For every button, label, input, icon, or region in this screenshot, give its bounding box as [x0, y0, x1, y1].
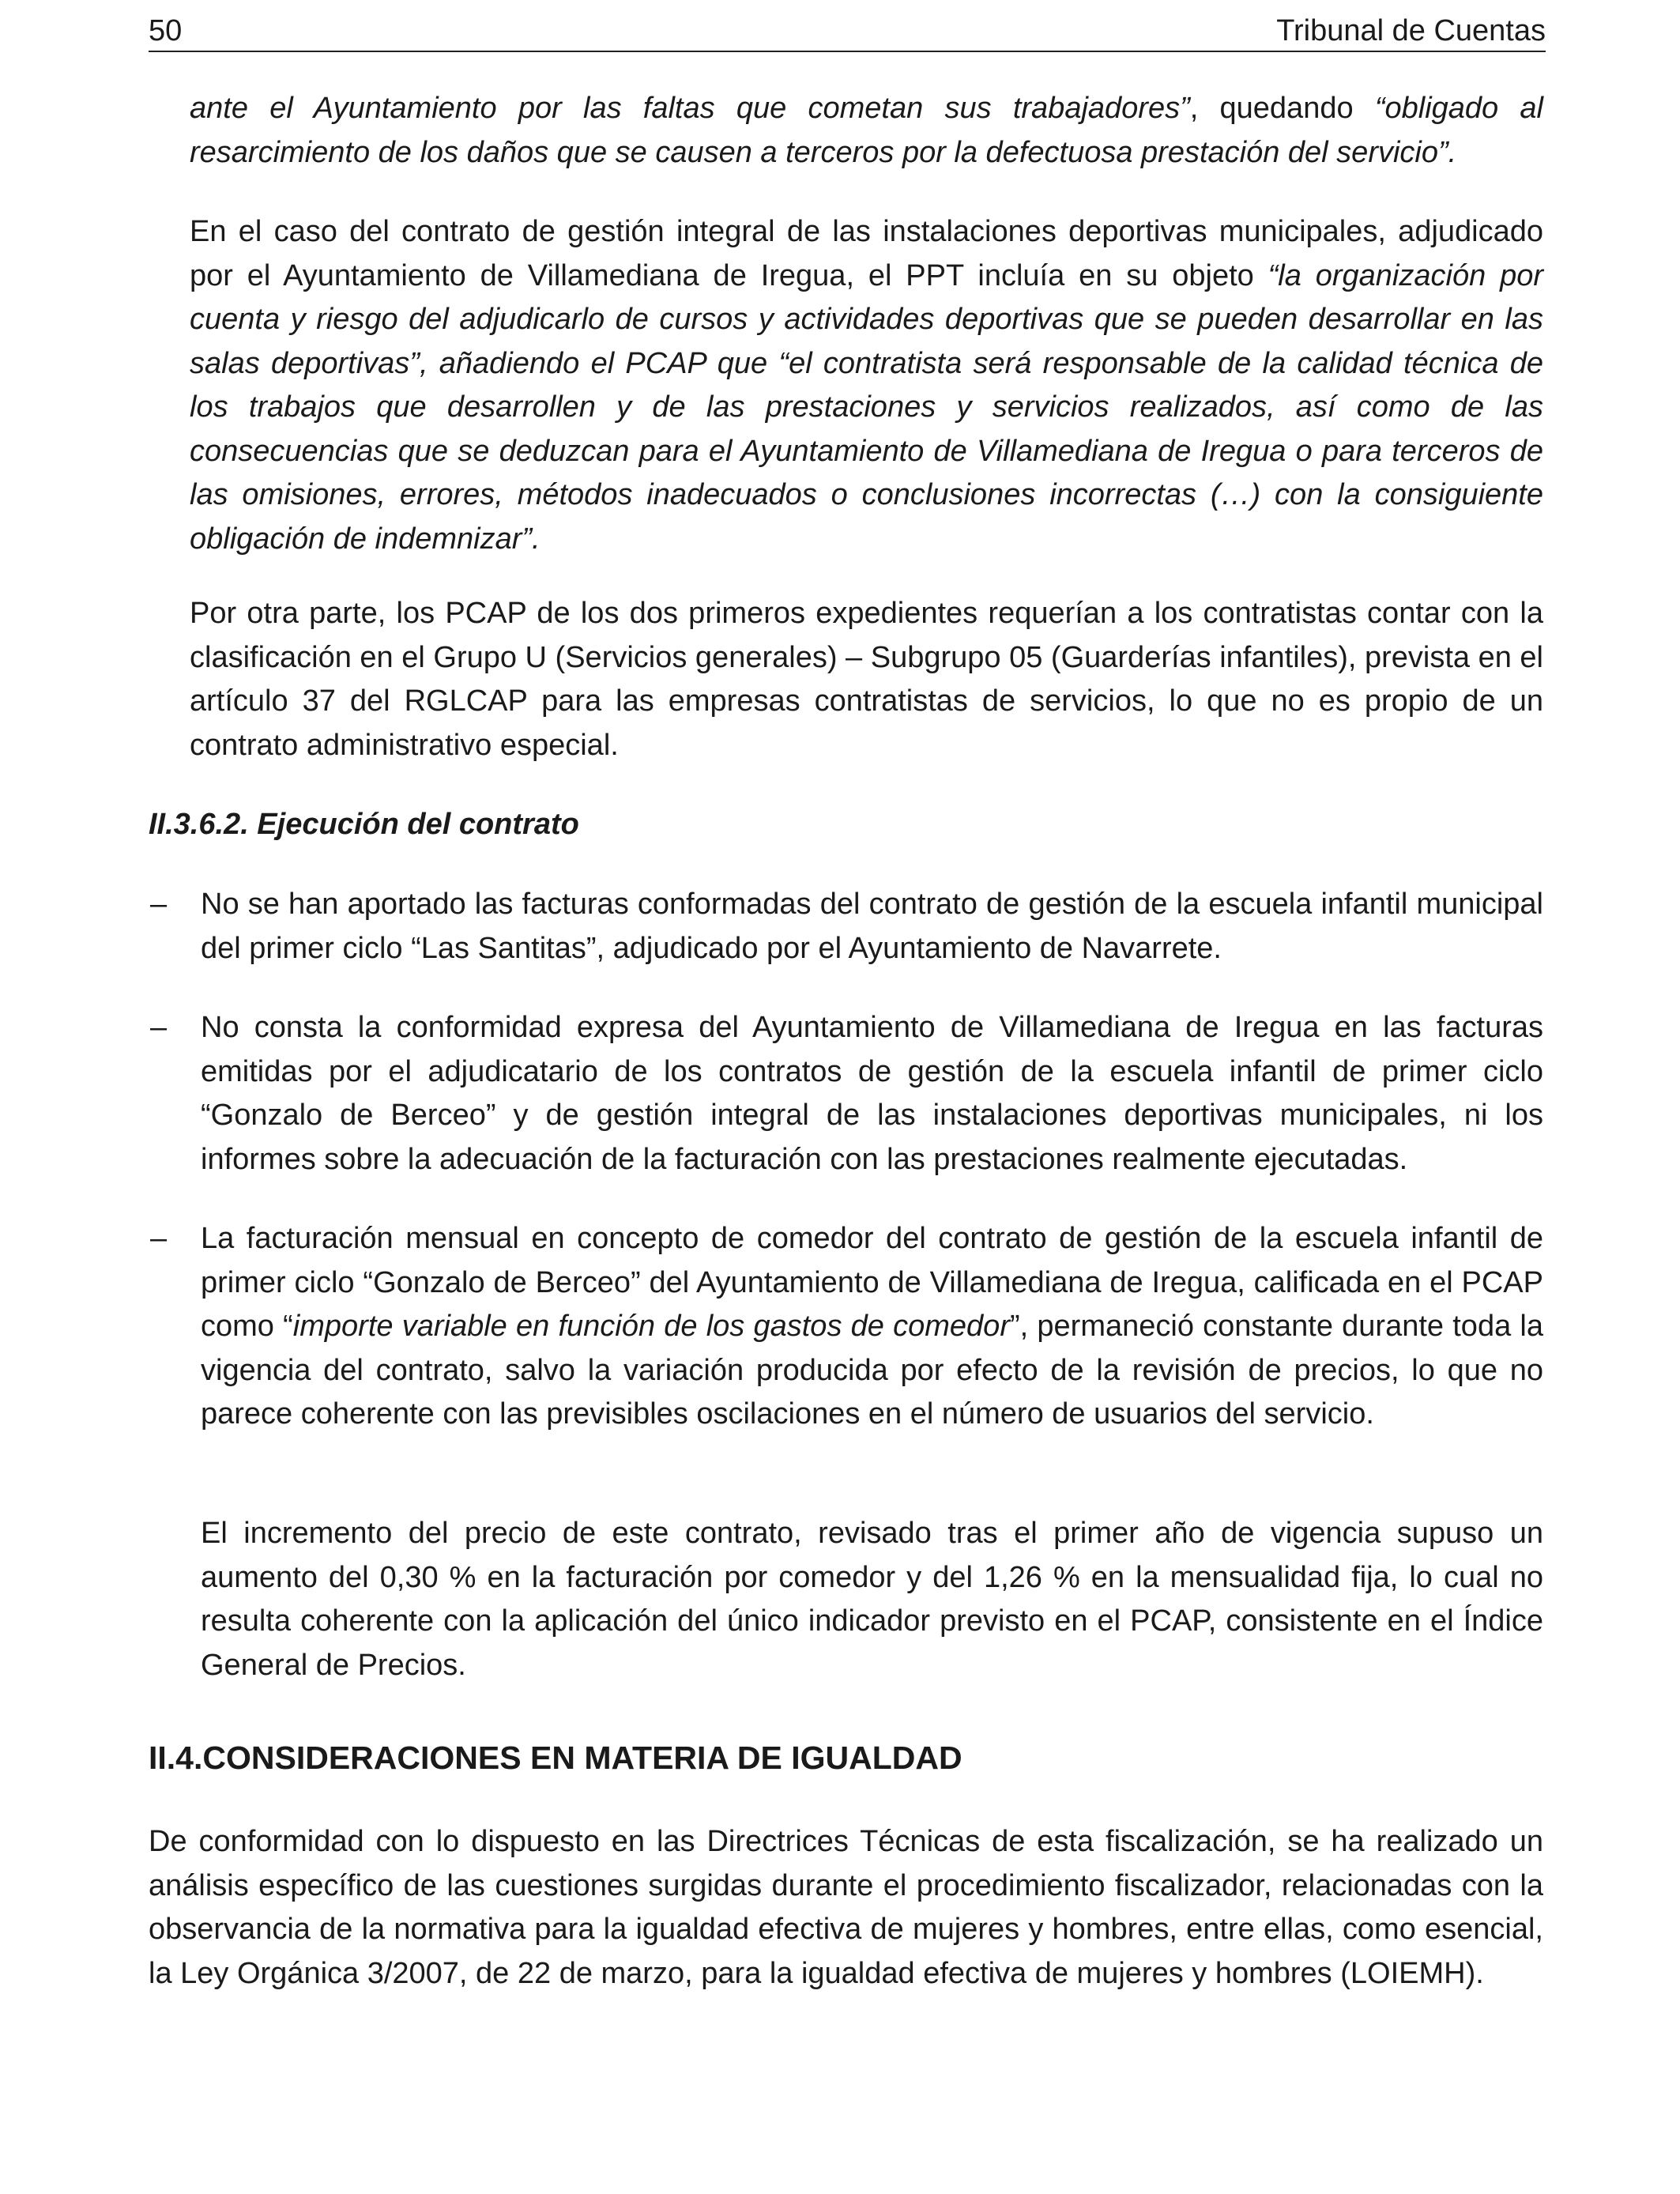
comedor-quote: importe variable en función de los gastos de comedor — [292, 1310, 1010, 1343]
bullet-item-comedor-continuation: El incremento del precio de este contrato, revisado tras el primer año de vigencia supuso un aumento del 0,30 % en la facturación por comedor y del 1,26 % en la mensualidad fija, lo cual no resulta coherente con la aplicación del único indicador previsto en el PCAP, consistente en el Índice General de Precios. — [201, 1517, 1543, 1682]
comedor-plain-a: La facturación mensual en concepto de comedor del contrato de gestión de la escuela infantil de primer ciclo “Gonzalo de Berceo” del Ayuntamiento de Villamediana de Iregua, calificada en el PCAP como “ — [201, 1222, 1543, 1343]
paragraph-igualdad: De conformidad con lo dispuesto en las Directrices Técnicas de esta fiscalización, se ha realizado un análisis específico de las cuestiones surgidas durante el procedimiento fiscalizador, relacionadas con la observancia de la normativa para la igualdad efectiva de mujeres y hombres, entre ellas, como esencial, la Ley Orgánica 3/2007, de 22 de marzo, para la igualdad efectiva de mujeres y hombres (LOIEMH). — [149, 1825, 1543, 1990]
bullet-marker: – — [150, 1011, 168, 1044]
header-title: Tribunal de Cuentas — [1276, 14, 1546, 47]
paragraph-pcap: Por otra parte, los PCAP de los dos primeros expedientes requerían a los contratistas contar con la clasificación en el Grupo U (Servicios generales) – Subgrupo 05 (Guarderías infantiles), prevista en el artículo 37 del RGLCAP para las empresas contratistas de servicios, lo que no es propio de un contrato administrativo especial. — [190, 597, 1543, 762]
bullet-item-facturas: No se han aportado las facturas conformadas del contrato de gestión de la escuela infantil municipal del primer ciclo “Las Santitas”, adjudicado por el Ayuntamiento de Navarrete. — [201, 888, 1543, 965]
section-heading-igualdad: II.4.CONSIDERACIONES EN MATERIA DE IGUALDAD — [149, 1740, 962, 1776]
bullet-item-conformidad: No consta la conformidad expresa del Ayuntamiento de Villamediana de Iregua en las facturas emitidas por el adjudicatario de los contratos de gestión de la escuela infantil de primer ciclo “Gonzalo de Berceo” y de gestión integral de las instalaciones deportivas municipales, ni los informes sobre la adecuación de la facturación con las prestaciones realmente ejecutadas. — [201, 1011, 1543, 1176]
bullet-marker: – — [150, 1222, 168, 1255]
paragraph-villamediana — [190, 210, 1543, 561]
villamediana-quote: “la organización por cuenta y riesgo del adjudicarlo de cursos y actividades deportivas que se pueden desarrollar en las salas deportivas”, añadiendo el PCAP que “el contratista será responsable de la calidad técnica de los trabajos que desarrollen y de las prestaciones y servicios realizados, así como de las consecuencias que se deduzcan para el Ayuntamiento de Villamediana de Iregua o para terceros de las omisiones, errores, métodos inadecuados o conclusiones incorrectas (…) con la consiguiente obligación de indemnizar”. — [190, 258, 1544, 556]
paragraph-intro — [190, 87, 1543, 175]
page-header — [149, 11, 1546, 52]
intro-plain: , quedando — [1189, 92, 1375, 125]
intro-quote-a: ante el Ayuntamiento por las faltas que cometan sus trabajadores” — [190, 92, 1190, 125]
bullet-marker: – — [150, 888, 168, 921]
villamediana-plain: En el caso del contrato de gestión integral de las instalaciones deportivas municipales, adjudicado por el Ayuntamiento de Villamediana de Iregua, el PPT incluía en su objeto — [190, 215, 1543, 292]
section-heading-ejecucion: II.3.6.2. Ejecución del contrato — [149, 808, 579, 841]
intro-quote-c: “obligado al resarcimiento de los daños que se causen a terceros por la defectuosa prestación del servicio”. — [190, 92, 1543, 169]
bullet-item-comedor — [201, 1217, 1543, 1437]
page-number: 50 — [149, 14, 183, 47]
comedor-plain-c: ”, permaneció constante durante toda la vigencia del contrato, salvo la variación producida por efecto de la revisión de precios, lo que no parece coherente con las previsibles oscilaciones en el número de usuarios del servicio. — [201, 1310, 1543, 1431]
